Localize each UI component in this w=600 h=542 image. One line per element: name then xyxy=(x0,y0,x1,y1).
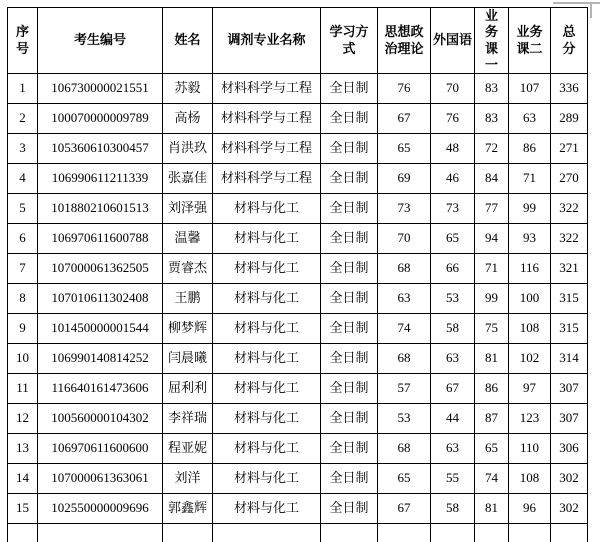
cell-candidate: 106990611211339 xyxy=(38,164,163,194)
cell-candidate: 100560000104302 xyxy=(38,404,163,434)
cell-major: 材料与化工 xyxy=(213,254,321,284)
cell-politics: 76 xyxy=(378,74,431,104)
cell-foreign: 67 xyxy=(431,374,475,404)
cell-course2: 116 xyxy=(509,254,551,284)
cell-index: 3 xyxy=(8,134,38,164)
cell-course2: 107 xyxy=(509,74,551,104)
cell-major: 材料与化工 xyxy=(213,224,321,254)
cell-major: 材料与化工 xyxy=(213,404,321,434)
cell-mode: 全日制 xyxy=(321,194,378,224)
cell-name: 贾睿杰 xyxy=(163,254,213,284)
cell-candidate: 102550000009696 xyxy=(38,494,163,524)
cell-total: 302 xyxy=(551,494,588,524)
cell-major: 材料科学与工程 xyxy=(213,164,321,194)
cell-total: 315 xyxy=(551,314,588,344)
cell-major: 材料科学与工程 xyxy=(213,134,321,164)
cell-index: 10 xyxy=(8,344,38,374)
cell-course1: 75 xyxy=(475,314,509,344)
cell-major: 材料科学与工程 xyxy=(213,74,321,104)
table-row xyxy=(8,434,588,464)
table-row xyxy=(8,404,588,434)
column-header-label: 总分 xyxy=(562,24,576,56)
cell-candidate: 116640161473606 xyxy=(38,374,163,404)
table-row xyxy=(8,104,588,134)
cell-mode: 全日制 xyxy=(321,314,378,344)
cell-course2: 71 xyxy=(509,164,551,194)
cell-politics: 68 xyxy=(378,254,431,284)
cell-foreign: 58 xyxy=(431,314,475,344)
cell-foreign: 58 xyxy=(431,494,475,524)
cell-course1: 81 xyxy=(475,494,509,524)
table-row xyxy=(8,254,588,284)
cell-politics: 53 xyxy=(378,404,431,434)
cell-politics: 68 xyxy=(378,434,431,464)
column-header-course2 xyxy=(509,8,551,74)
cell-course1: 87 xyxy=(475,404,509,434)
cell-index: 8 xyxy=(8,284,38,314)
cell-empty xyxy=(213,524,321,542)
cell-empty xyxy=(509,524,551,542)
cell-politics: 73 xyxy=(378,194,431,224)
table-row xyxy=(8,464,588,494)
cell-politics: 63 xyxy=(378,284,431,314)
cell-politics: 67 xyxy=(378,494,431,524)
cell-total: 270 xyxy=(551,164,588,194)
cell-mode: 全日制 xyxy=(321,254,378,284)
cell-politics: 68 xyxy=(378,344,431,374)
cell-foreign: 63 xyxy=(431,344,475,374)
cell-course2: 108 xyxy=(509,464,551,494)
cell-course1: 83 xyxy=(475,74,509,104)
cell-course1: 72 xyxy=(475,134,509,164)
cell-foreign: 48 xyxy=(431,134,475,164)
cell-course1: 83 xyxy=(475,104,509,134)
cell-name: 张嘉佳 xyxy=(163,164,213,194)
cell-total: 314 xyxy=(551,344,588,374)
table-body xyxy=(8,74,588,542)
cell-course1: 74 xyxy=(475,464,509,494)
cell-mode: 全日制 xyxy=(321,74,378,104)
cell-name: 刘泽强 xyxy=(163,194,213,224)
cell-foreign: 55 xyxy=(431,464,475,494)
column-header-name xyxy=(163,8,213,74)
cell-course2: 99 xyxy=(509,194,551,224)
cell-candidate: 106970611600600 xyxy=(38,434,163,464)
cell-course2: 102 xyxy=(509,344,551,374)
column-header-label: 业务课二 xyxy=(516,24,543,56)
cell-index: 6 xyxy=(8,224,38,254)
table-row xyxy=(8,74,588,104)
cell-course1: 77 xyxy=(475,194,509,224)
column-header-course1 xyxy=(475,8,509,74)
cell-mode: 全日制 xyxy=(321,344,378,374)
cell-course1: 86 xyxy=(475,374,509,404)
column-header-label: 外国语 xyxy=(433,32,473,48)
cell-mode: 全日制 xyxy=(321,164,378,194)
page-edge-line-vertical xyxy=(590,2,592,18)
cell-empty xyxy=(475,524,509,542)
cell-empty xyxy=(321,524,378,542)
cell-empty xyxy=(431,524,475,542)
column-header-politics xyxy=(378,8,431,74)
cell-foreign: 76 xyxy=(431,104,475,134)
cell-name: 郭鑫辉 xyxy=(163,494,213,524)
table-row xyxy=(8,134,588,164)
cell-mode: 全日制 xyxy=(321,404,378,434)
cell-course2: 93 xyxy=(509,224,551,254)
cell-major: 材料与化工 xyxy=(213,434,321,464)
cell-foreign: 44 xyxy=(431,404,475,434)
column-header-mode xyxy=(321,8,378,74)
cell-politics: 69 xyxy=(378,164,431,194)
cell-index: 13 xyxy=(8,434,38,464)
table-row xyxy=(8,344,588,374)
cell-total: 306 xyxy=(551,434,588,464)
cell-empty xyxy=(163,524,213,542)
cell-politics: 74 xyxy=(378,314,431,344)
cell-name: 李祥瑞 xyxy=(163,404,213,434)
cell-course1: 99 xyxy=(475,284,509,314)
cell-index: 15 xyxy=(8,494,38,524)
page-edge-line-horizontal xyxy=(553,2,600,4)
cell-index: 2 xyxy=(8,104,38,134)
cell-total: 307 xyxy=(551,404,588,434)
cell-course2: 97 xyxy=(509,374,551,404)
cell-index: 5 xyxy=(8,194,38,224)
cell-course1: 71 xyxy=(475,254,509,284)
column-header-candidate xyxy=(38,8,163,74)
column-header-label: 调剂专业名称 xyxy=(227,32,306,48)
cell-candidate: 107000061363061 xyxy=(38,464,163,494)
cell-major: 材料科学与工程 xyxy=(213,104,321,134)
cell-index: 1 xyxy=(8,74,38,104)
cell-course2: 86 xyxy=(509,134,551,164)
cell-total: 336 xyxy=(551,74,588,104)
cell-politics: 65 xyxy=(378,134,431,164)
cell-candidate: 106990140814252 xyxy=(38,344,163,374)
cell-index: 7 xyxy=(8,254,38,284)
cell-total: 315 xyxy=(551,284,588,314)
cell-candidate: 107010611302408 xyxy=(38,284,163,314)
cell-course2: 110 xyxy=(509,434,551,464)
cell-foreign: 63 xyxy=(431,434,475,464)
table-row xyxy=(8,494,588,524)
cell-empty xyxy=(378,524,431,542)
cell-name: 温馨 xyxy=(163,224,213,254)
cell-mode: 全日制 xyxy=(321,494,378,524)
cell-course2: 63 xyxy=(509,104,551,134)
cell-mode: 全日制 xyxy=(321,134,378,164)
cell-total: 322 xyxy=(551,224,588,254)
cell-index: 14 xyxy=(8,464,38,494)
cell-foreign: 66 xyxy=(431,254,475,284)
cell-course1: 84 xyxy=(475,164,509,194)
cell-mode: 全日制 xyxy=(321,224,378,254)
cell-foreign: 46 xyxy=(431,164,475,194)
candidate-score-table xyxy=(7,7,588,542)
cell-candidate: 101880210601513 xyxy=(38,194,163,224)
table-row xyxy=(8,374,588,404)
table-row xyxy=(8,164,588,194)
cell-mode: 全日制 xyxy=(321,464,378,494)
column-header-label: 业务课一 xyxy=(484,8,498,72)
cell-name: 柳梦辉 xyxy=(163,314,213,344)
cell-candidate: 106970611600788 xyxy=(38,224,163,254)
cell-major: 材料与化工 xyxy=(213,344,321,374)
cell-course1: 94 xyxy=(475,224,509,254)
cell-name: 刘洋 xyxy=(163,464,213,494)
cell-empty xyxy=(38,524,163,542)
cell-name: 程亚妮 xyxy=(163,434,213,464)
cell-candidate: 107000061362505 xyxy=(38,254,163,284)
cell-course2: 108 xyxy=(509,314,551,344)
cell-foreign: 53 xyxy=(431,284,475,314)
cell-name: 肖洪玖 xyxy=(163,134,213,164)
cell-index: 4 xyxy=(8,164,38,194)
table-row xyxy=(8,194,588,224)
cell-total: 302 xyxy=(551,464,588,494)
column-header-major xyxy=(213,8,321,74)
column-header-foreign xyxy=(431,8,475,74)
cell-name: 屈利利 xyxy=(163,374,213,404)
cell-candidate: 105360610300457 xyxy=(38,134,163,164)
cell-name: 王鹏 xyxy=(163,284,213,314)
cell-candidate: 101450000001544 xyxy=(38,314,163,344)
column-header-label: 考生编号 xyxy=(73,32,126,48)
cell-foreign: 73 xyxy=(431,194,475,224)
cell-empty xyxy=(551,524,588,542)
column-header-index xyxy=(8,8,38,74)
table-row xyxy=(8,314,588,344)
cell-politics: 57 xyxy=(378,374,431,404)
cell-major: 材料与化工 xyxy=(213,194,321,224)
cell-total: 307 xyxy=(551,374,588,404)
cell-candidate: 100070000009789 xyxy=(38,104,163,134)
cell-major: 材料与化工 xyxy=(213,464,321,494)
cell-empty xyxy=(8,524,38,542)
cell-total: 321 xyxy=(551,254,588,284)
cell-course1: 81 xyxy=(475,344,509,374)
cell-major: 材料与化工 xyxy=(213,374,321,404)
cell-major: 材料与化工 xyxy=(213,494,321,524)
cell-major: 材料与化工 xyxy=(213,284,321,314)
table-row xyxy=(8,224,588,254)
column-header-label: 学习方式 xyxy=(329,24,369,56)
cell-mode: 全日制 xyxy=(321,374,378,404)
cell-politics: 67 xyxy=(378,104,431,134)
header-row xyxy=(8,8,588,74)
cell-mode: 全日制 xyxy=(321,434,378,464)
cell-name: 苏毅 xyxy=(163,74,213,104)
cell-mode: 全日制 xyxy=(321,104,378,134)
cell-course2: 123 xyxy=(509,404,551,434)
table-row-partial xyxy=(8,524,588,542)
column-header-total xyxy=(551,8,588,74)
cell-mode: 全日制 xyxy=(321,284,378,314)
cell-foreign: 70 xyxy=(431,74,475,104)
cell-total: 289 xyxy=(551,104,588,134)
cell-course2: 100 xyxy=(509,284,551,314)
cell-index: 11 xyxy=(8,374,38,404)
cell-foreign: 65 xyxy=(431,224,475,254)
cell-index: 12 xyxy=(8,404,38,434)
table-row xyxy=(8,284,588,314)
cell-name: 高杨 xyxy=(163,104,213,134)
cell-course2: 96 xyxy=(509,494,551,524)
cell-total: 322 xyxy=(551,194,588,224)
cell-politics: 65 xyxy=(378,464,431,494)
cell-politics: 70 xyxy=(378,224,431,254)
cell-major: 材料与化工 xyxy=(213,314,321,344)
column-header-label: 思想政治理论 xyxy=(384,24,424,56)
column-header-label: 姓名 xyxy=(174,32,201,48)
cell-course1: 65 xyxy=(475,434,509,464)
column-header-label: 序号 xyxy=(15,24,29,56)
cell-total: 271 xyxy=(551,134,588,164)
cell-name: 闫晨曦 xyxy=(163,344,213,374)
cell-candidate: 106730000021551 xyxy=(38,74,163,104)
cell-index: 9 xyxy=(8,314,38,344)
